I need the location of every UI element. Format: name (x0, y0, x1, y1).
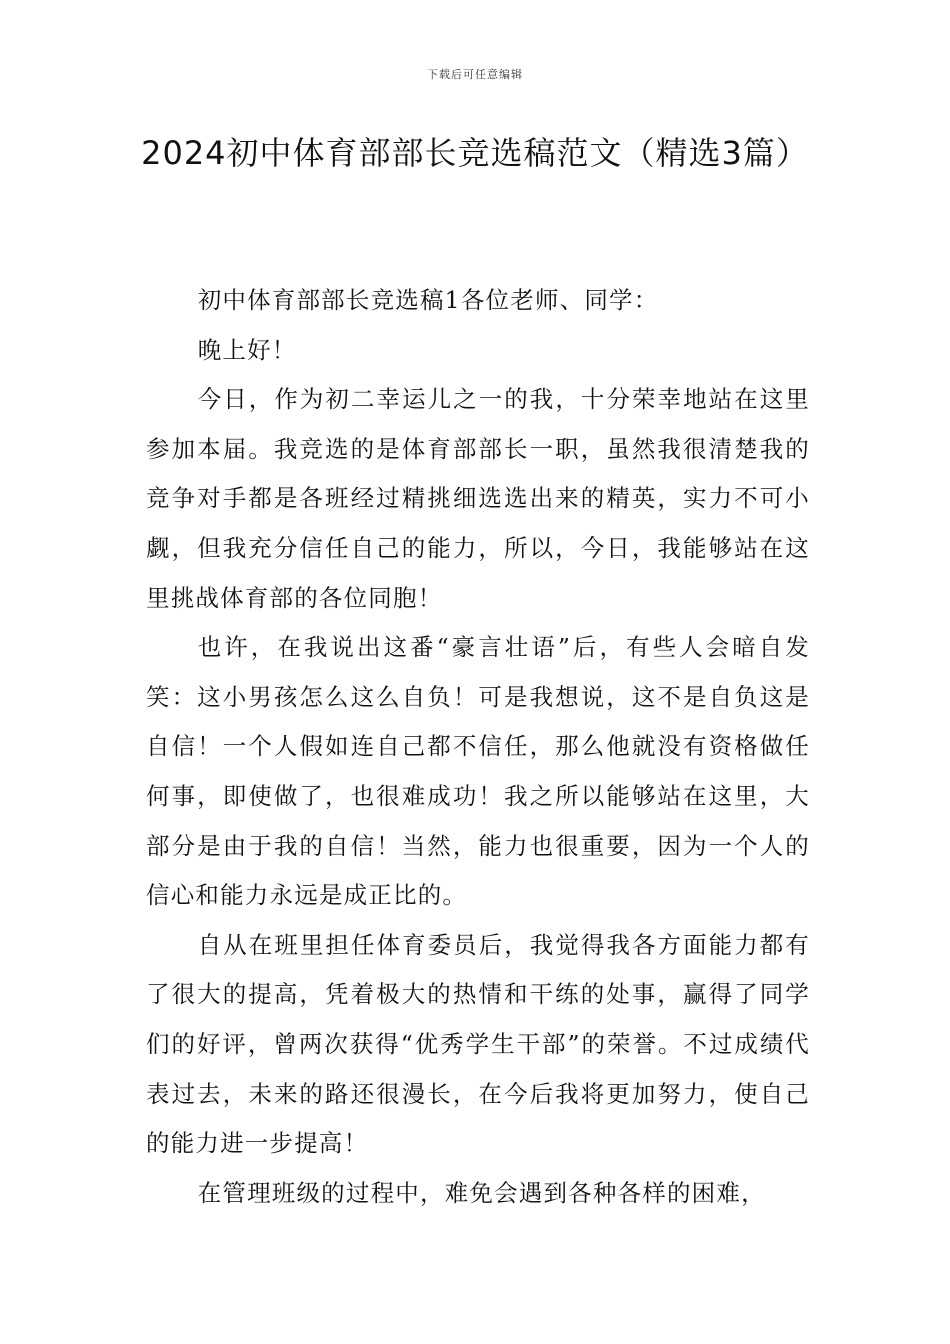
paragraph-confidence: 也许，在我说出这番“豪言壮语”后，有些人会暗自发笑：这小男孩怎么这么自负！可是我想说，这不是自负这是自信！一个人假如连自己都不信任，那么他就没有资格做任何事，即使做了，也很难成功！我之所以能够站在这里，大部分是由于我的自信！当然，能力也很重要，因为一个人的信心和能力永远是成正比的。 (146, 633, 810, 910)
paragraph-greeting: 初中体育部部长竞选稿1各位老师、同学： (197, 286, 659, 314)
paragraph-introduction: 今日，作为初二幸运儿之一的我，十分荣幸地站在这里参加本届。我竞选的是体育部部长一职，虽然我很清楚我的竞争对手都是各班经过精挑细选选出来的精英，实力不可小觑，但我充分信任自己的能力，所以，今日，我能够站在这里挑战体育部的各位同胞！ (146, 385, 810, 612)
header-note: 下载后可任意编辑 (427, 68, 523, 81)
paragraph-experience: 自从在班里担任体育委员后，我觉得我各方面能力都有了很大的提高，凭着极大的热情和干练的处事，赢得了同学们的好评，曾两次获得“优秀学生干部”的荣誉。不过成绩代表过去，未来的路还很漫长，在今后我将更加努力，使自己的能力进一步提高！ (146, 930, 810, 1158)
paragraph-difficulties: 在管理班级的过程中，难免会遇到各种各样的困难， (197, 1178, 766, 1207)
paragraph-salutation: 晚上好！ (197, 335, 297, 364)
document-title: 2024初中体育部部长竞选稿范文（精选3篇） (141, 134, 809, 172)
document-body (146, 276, 810, 1218)
